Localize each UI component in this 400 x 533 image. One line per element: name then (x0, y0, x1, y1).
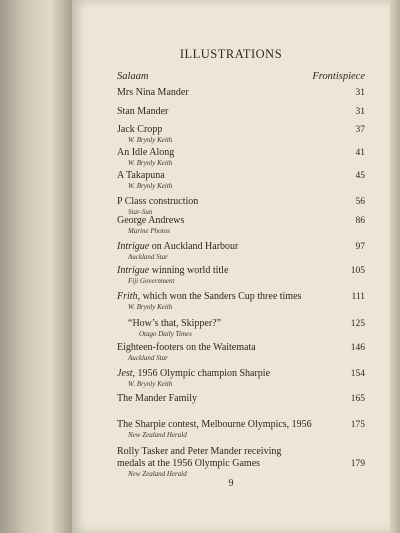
list-item (117, 106, 365, 118)
book-gutter (0, 0, 72, 533)
header-row (117, 71, 365, 82)
entry-page: 154 (350, 369, 365, 379)
entry-caption: The Mander Family (117, 393, 197, 404)
entry-page: 165 (350, 394, 365, 404)
page-edge (390, 0, 400, 533)
entry-page: 37 (355, 125, 365, 135)
list-item (117, 196, 365, 217)
entry-page: 105 (350, 266, 365, 276)
frontispiece-label: Frontispiece (312, 71, 365, 82)
entry-page: 175 (350, 420, 365, 430)
entry-page: 45 (355, 171, 365, 181)
list-item (117, 265, 365, 286)
entry-caption: An Idle Along (117, 147, 175, 158)
list-item (117, 393, 365, 405)
entry-credit: Auckland Star (128, 253, 168, 261)
entry-credit: Otago Daily Times (139, 330, 192, 338)
entry-credit: W. Brynly Keith (128, 303, 173, 311)
entry-credit: W. Brynly Keith (128, 159, 173, 167)
entry-caption: Mrs Nina Mander (117, 87, 189, 98)
entry-credit: Auckland Star (128, 354, 168, 362)
entry-credit: W. Brynly Keith (128, 182, 173, 190)
book-page (72, 0, 390, 533)
entry-page: 97 (355, 242, 365, 252)
entry-caption: Jack Cropp (117, 124, 163, 135)
list-item (117, 419, 365, 440)
page-title: ILLUSTRATIONS (179, 47, 283, 61)
entry-credit: New Zealand Herald (128, 470, 187, 478)
entry-credit: Star-Sun (128, 208, 153, 216)
entry-caption: P Class construction (117, 196, 199, 207)
list-item (117, 318, 365, 339)
entry-credit: Marine Photos (128, 227, 170, 235)
entry-page: 146 (350, 343, 365, 353)
entry-page: 86 (355, 216, 365, 226)
entry-credit: W. Brynly Keith (128, 136, 173, 144)
entry-page: 56 (355, 197, 365, 207)
list-item (117, 147, 365, 168)
entry-credit: W. Brynly Keith (128, 380, 173, 388)
list-item (117, 241, 365, 262)
entry-caption: The Sharpie contest, Melbourne Olympics, 1956 (117, 419, 312, 430)
entry-caption: Eighteen-footers on the Waitemata (117, 342, 256, 353)
list-item (117, 446, 365, 479)
list-item (117, 291, 365, 312)
list-item (117, 170, 365, 191)
entry-caption: Rolly Tasker and Peter Mander receiving (117, 446, 282, 457)
entry-page: 179 (350, 459, 365, 469)
entry-page: 31 (355, 107, 365, 117)
list-item (117, 87, 365, 99)
frontispiece-caption: Salaam (117, 71, 149, 82)
entry-caption: Stan Mander (117, 106, 169, 117)
entry-caption: “How’s that, Skipper?” (128, 318, 222, 329)
entry-caption: Frith, which won the Sanders Cup three times (117, 291, 302, 302)
entry-caption: A Takapuna (117, 170, 165, 181)
entry-page: 31 (355, 88, 365, 98)
entry-caption: Intrigue winning world title (117, 265, 229, 276)
entry-credit: New Zealand Herald (128, 431, 187, 439)
list-item (117, 368, 365, 389)
entry-page: 41 (355, 148, 365, 158)
entry-page: 125 (350, 319, 365, 329)
entry-caption: George Andrews (117, 215, 185, 226)
entry-credit: Fiji Government (128, 277, 175, 285)
entry-page: 111 (351, 292, 365, 302)
list-item (117, 124, 365, 145)
list-item (117, 215, 365, 236)
entry-caption: Intrigue on Auckland Harbour (117, 241, 239, 252)
list-item (117, 342, 365, 363)
page-number: 9 (228, 478, 234, 489)
entry-caption-continued: medals at the 1956 Olympic Games (117, 458, 261, 469)
entry-caption: Jest, 1956 Olympic champion Sharpie (117, 368, 271, 379)
